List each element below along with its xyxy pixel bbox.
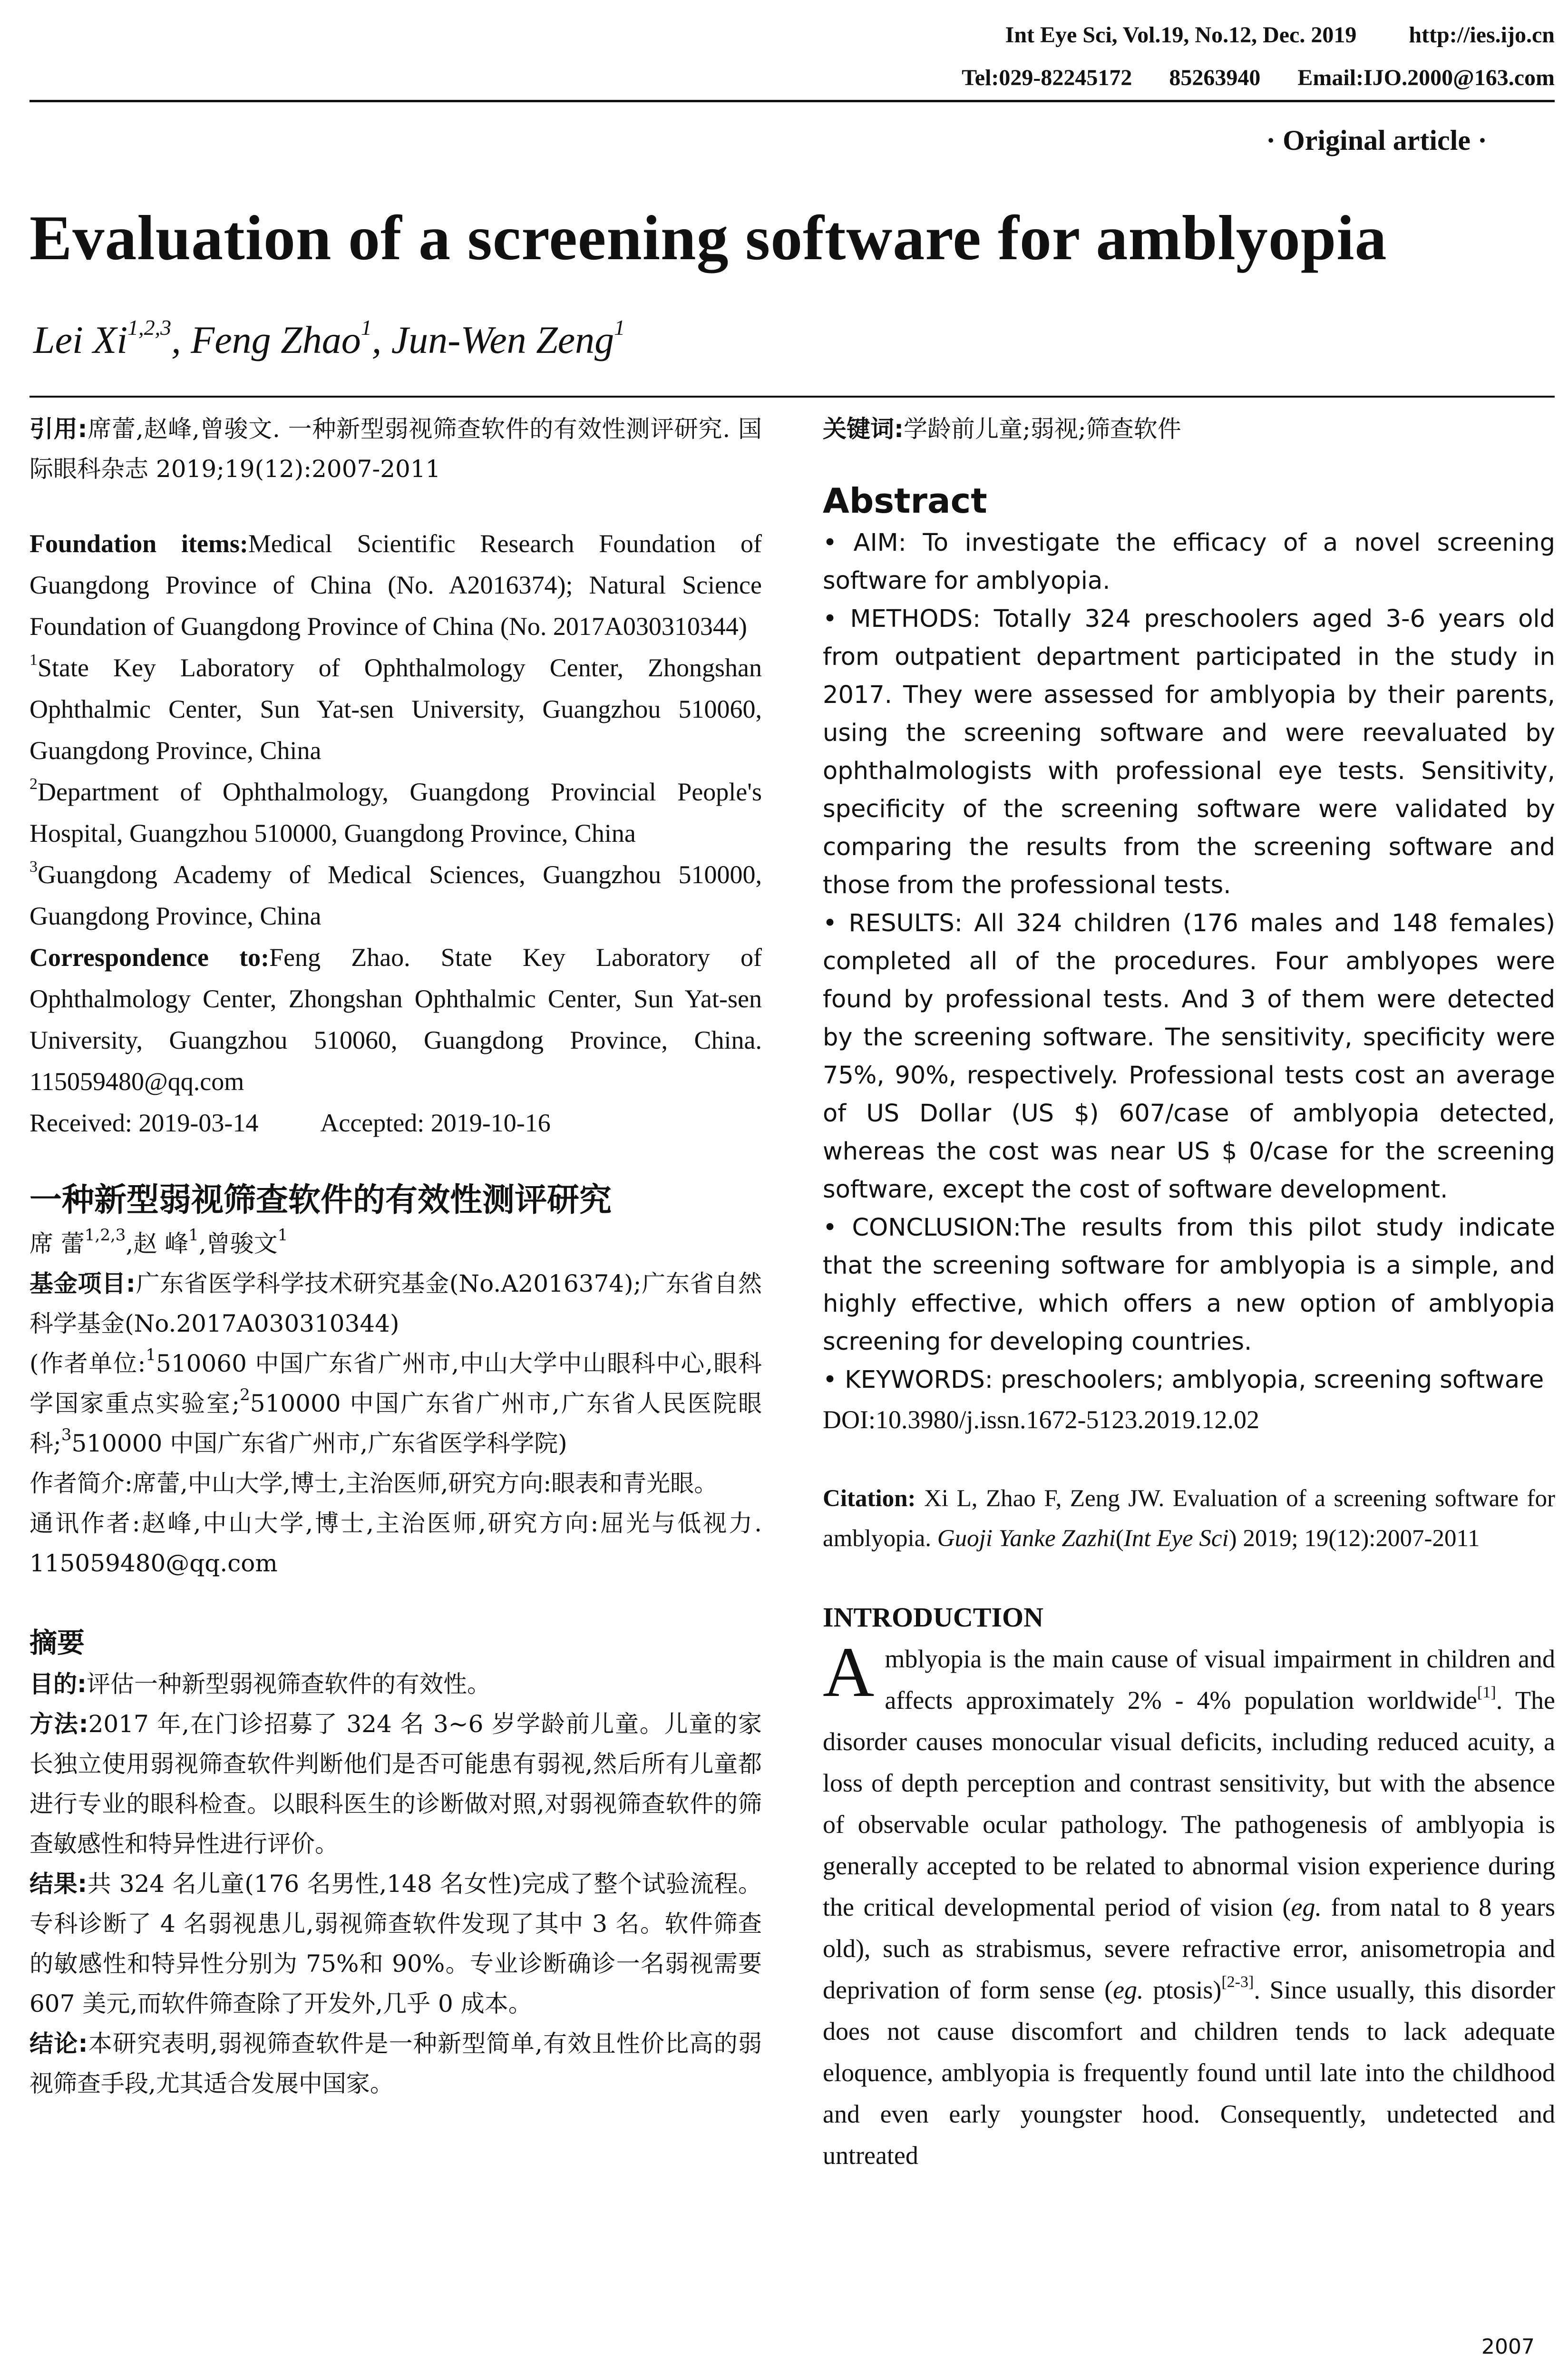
journal-citation: Int Eye Sci, Vol.19, No.12, Dec. 2019 (1005, 22, 1357, 48)
author-name: Lei Xi (33, 318, 128, 361)
page-number: 2007 (1481, 2335, 1535, 2359)
chinese-results: 结果:共 324 名儿童(176 名男性,148 名女性)完成了整个试验流程。专科诊断了 4 名弱视患儿,弱视筛查软件发现了其中 3 名。软件筛查的敏感性和特异性分别为 75%和 90%。专业诊断确诊一名弱视需要 607 美元,而软件筛查除了开发外,几乎 0 成本。 (29, 1870, 762, 2017)
author-name: Feng Zhao (191, 318, 361, 361)
author-affiliation: 1 (360, 315, 372, 340)
paper-title: Evaluation of a screening software for amblyopia (29, 203, 1387, 273)
abstract-methods: • METHODS: Totally 324 preschoolers aged 3-6 years old from outpatient department participated in the study in 2017. They were assessed for amblyopia by their parents, using the screening software and were reevaluated by ophthalmologists with professional eye tests. Sensitivity, specificity of the screening software were validated by comparing the results from the screening software and those from the professional tests. (823, 605, 1555, 899)
abstract-results: • RESULTS: All 324 children (176 males and 148 females) completed all of the procedures. Four amblyopes were found by professional tests. And 3 of them were detected by the screening software. The sensitivity, specificity were 75%, 90%, respectively. Professional tests cost an average of US Dollar (US $) 607/case of amblyopia detected, whereas the cost was near US $ 0/case for the screening software, except the cost of software development. (823, 909, 1555, 1204)
author-affiliation: 1,2,3 (127, 315, 172, 340)
chinese-units: (作者单位:$^1$510060 中国广东省广州市,中山大学中山眼科中心,眼科学国家重点实验室;$^2$510000 中国广东省广州市,广东省人民医院眼科;$^3$510000 中国广东省广州市,广东省医学科学院) (29, 1345, 762, 1457)
chinese-citation: 引用:席蕾,赵峰,曾骏文. 一种新型弱视筛查软件的有效性测评研究. 国际眼科杂志 2019;19(12):2007-2011 (29, 415, 762, 483)
abstract-heading: Abstract (823, 481, 987, 521)
journal-header-line1 (604, 20, 1555, 50)
right-column (823, 409, 1555, 2176)
drop-cap: A (823, 1633, 875, 1712)
received-date: Received: 2019-03-14 (29, 1109, 259, 1137)
chinese-funding: 基金项目:广东省医学科学技术研究基金(No.A2016374);广东省自然科学基金(No.2017A030310344) (29, 1270, 762, 1337)
foundation-items: Foundation items:Medical Scientific Research Foundation of Guangdong Province of China (No. A2016374); Natural Science Foundation of Guangdong Province of China (No. 2017A030310344) (29, 529, 762, 641)
author-list: Lei Xi$^{1,2,3}$, Feng Zhao$^1$, Jun-Wen Zeng$^1$ (33, 315, 625, 361)
doi[interactable]: DOI:10.3980/j.issn.1672-5123.2019.12.02 (823, 1405, 1259, 1434)
citation: Citation: Xi L, Zhao F, Zeng JW. Evaluation of a screening software for amblyopia. Guoji Yanke Zazhi(Int Eye Sci) 2019; 19(12):2007-2011 (823, 1485, 1556, 1552)
reference-marker[interactable]: [2-3] (1221, 1973, 1254, 1991)
affiliation-2: $^2$Department of Ophthalmology, Guangdong Provincial People's Hospital, Guangzhou 510000, Guangdong Province, China (29, 775, 762, 848)
author-affiliation: 1 (614, 315, 625, 340)
chinese-author-bio: 作者简介:席蕾,中山大学,博士,主治医师,研究方向:眼表和青光眼。 (29, 1470, 718, 1497)
accepted-date: Accepted: 2019-10-16 (320, 1109, 551, 1137)
authors-rule (29, 396, 1555, 398)
chinese-corresponding-author: 通讯作者:赵峰,中山大学,博士,主治医师,研究方向:屈光与低视力. 115059480@qq.com (29, 1510, 762, 1577)
introduction-text: Amblyopia is the main cause of visual impairment in children and affects approximately 2% - 4% population worldwide[1]. The disorder causes monocular visual deficits, including reduced acuity, a loss of depth perception and contrast sensitivity, but with the absence of observable ocular pathology. The pathogenesis of amblyopia is generally accepted to be related to abnormal vision experience during the critical developmental period of vision (eg. from natal to 8 years old), such as strabismus, severe refractive error, anisometropia and deprivation of form sense (eg. ptosis)[2-3]. Since usually, this disorder does not cause discomfort and children tends to lack adequate eloquence, amblyopia is frequently found until late into the childhood and even early youngster hood. Consequently, undetected and untreated (823, 1633, 1555, 2170)
journal-tel: Tel:029-82245172 (962, 65, 1132, 90)
abstract-conclusion: • CONCLUSION:The results from this pilot study indicate that the screening software for amblyopia is a simple, and highly effective, which offers a new option of amblyopia screening for developing countries. (823, 1214, 1555, 1356)
abstract-aim: • AIM: To investigate the efficacy of a novel screening software for amblyopia. (823, 529, 1555, 595)
header-rule (29, 100, 1555, 102)
journal-header-line2 (604, 63, 1555, 93)
affiliation-1: $^1$State Key Laboratory of Ophthalmology Center, Zhongshan Ophthalmic Center, Sun Yat-sen University, Guangzhou 510060, Guangdong Province, China (29, 651, 762, 765)
journal-email[interactable]: Email:IJO.2000@163.com (1297, 65, 1555, 90)
chinese-aim: 目的:评估一种新型弱视筛查软件的有效性。 (29, 1670, 491, 1698)
introduction-heading: INTRODUCTION (823, 1602, 1044, 1633)
chinese-conclusion: 结论:本研究表明,弱视筛查软件是一种新型简单,有效且性价比高的弱视筛查手段,尤其适合发展中国家。 (29, 2030, 762, 2097)
abstract-keywords: • KEYWORDS: preschoolers; amblyopia, screening software (823, 1366, 1544, 1394)
chinese-keywords: 关键词:学龄前儿童;弱视;筛查软件 (823, 415, 1181, 443)
left-column (29, 409, 762, 2104)
affiliation-3: $^3$Guangdong Academy of Medical Sciences, Guangzhou 510000, Guangdong Province, China (29, 858, 762, 930)
chinese-authors: 席 蕾$^{1,2,3}$,赵 峰$^1$,曾骏文$^1$ (29, 1226, 288, 1257)
journal-tel2: 85263940 (1169, 65, 1261, 90)
article-type: · Original article · (1266, 125, 1487, 156)
chinese-abstract-heading: 摘要 (29, 1627, 85, 1659)
reference-marker[interactable]: [1] (1477, 1684, 1496, 1701)
correspondence: Correspondence to:Feng Zhao. State Key Laboratory of Ophthalmology Center, Zhongshan Ophthalmic Center, Sun Yat-sen University, Guangzhou 510060, Guangdong Province, China. 115059480@qq.com (29, 943, 762, 1096)
received-accepted (29, 1102, 762, 1144)
chinese-methods: 方法:2017 年,在门诊招募了 324 名 3~6 岁学龄前儿童。儿童的家长独立使用弱视筛查软件判断他们是否可能患有弱视,然后所有儿童都进行专业的眼科检查。以眼科医生的诊断做对照,对弱视筛查软件的筛查敏感性和特异性进行评价。 (29, 1710, 762, 1858)
chinese-title: 一种新型弱视筛查软件的有效性测评研究 (29, 1181, 612, 1219)
journal-url[interactable]: http://ies.ijo.cn (1409, 22, 1555, 48)
author-name: Jun-Wen Zeng (391, 318, 614, 361)
